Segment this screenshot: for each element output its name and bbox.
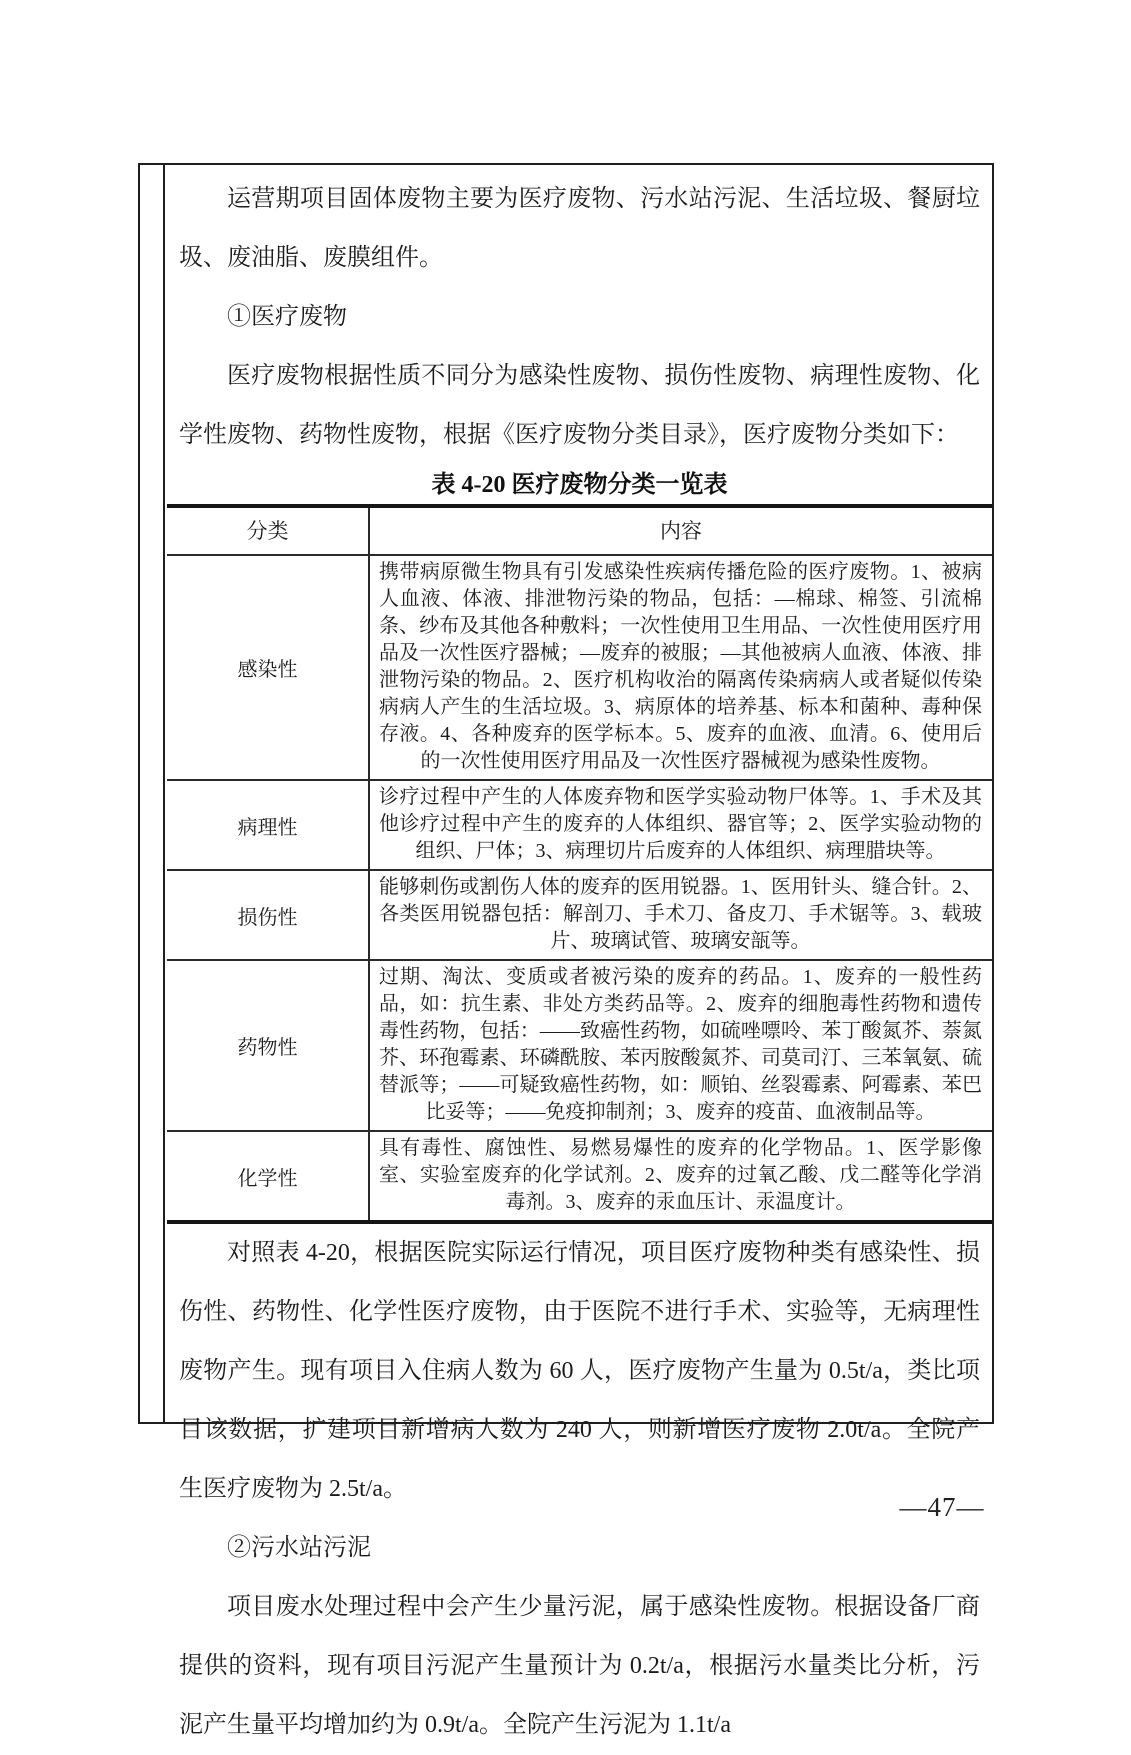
- header-content: 内容: [369, 506, 992, 555]
- table-4-20-title: 表 4-20 医疗废物分类一览表: [431, 472, 728, 498]
- paragraph-medical-waste-classification: 医疗废物根据性质不同分为感染性废物、损伤性废物、病理性废物、化学性废物、药物性废物，根据《医疗废物分类目录》，医疗废物分类如下：: [179, 363, 980, 448]
- paragraph-waste-quantity: 对照表 4-20，根据医院实际运行情况，项目医疗废物种类有感染性、损伤性、药物性、化学性医疗废物，由于医院不进行手术、实验等，无病理性废物产生。现有项目入住病人数为 60 人，医疗废物产生量为 0.5t/a，类比项目该数据，扩建项目新增病人数为 240 人，则新增医疗废物 2.0t/a。全院产生医疗废物为 2.5t/a。: [179, 1240, 980, 1502]
- content-injurious: 能够刺伤或割伤人体的废弃的医用锐器。1、医用针头、缝合针。2、各类医用锐器包括：解剖刀、手术刀、备皮刀、手术锯等。3、载玻片、玻璃试管、玻璃安瓿等。: [369, 870, 992, 960]
- category-infectious: 感染性: [167, 555, 369, 780]
- table-row: [167, 780, 992, 870]
- content-chemical: 具有毒性、腐蚀性、易燃易爆性的废弃的化学物品。1、医学影像室、实验室废弃的化学试剂。2、废弃的过氧乙酸、戊二醛等化学消毒剂。3、废弃的汞血压计、汞温度计。: [369, 1131, 992, 1222]
- category-injurious: 损伤性: [167, 870, 369, 960]
- table-row: [167, 555, 992, 780]
- header-category: 分类: [167, 506, 369, 555]
- table-row: [167, 1131, 992, 1222]
- table-medical-waste-classification: [167, 504, 992, 1224]
- category-pathological: 病理性: [167, 780, 369, 870]
- paragraph-operation-solid-waste: 运营期项目固体废物主要为医疗废物、污水站污泥、生活垃圾、餐厨垃圾、废油脂、废膜组件。: [179, 186, 980, 271]
- content-infectious: 携带病原微生物具有引发感染性疾病传播危险的医疗废物。1、被病人血液、体液、排泄物污染的物品，包括：—棉球、棉签、引流棉条、纱布及其他各种敷料；一次性使用卫生用品、一次性使用医疗用品及一次性医疗器械；—废弃的被服；—其他被病人血液、体液、排泄物污染的物品。2、医疗机构收治的隔离传染病病人或者疑似传染病病人产生的生活垃圾。3、病原体的培养基、标本和菌种、毒种保存液。4、各种废弃的医学标本。5、废弃的血液、血清。6、使用后的一次性使用医疗用品及一次性医疗器械视为感染性废物。: [379, 561, 982, 772]
- paragraph-sludge-quantity: 项目废水处理过程中会产生少量污泥，属于感染性废物。根据设备厂商提供的资料，现有项目污泥产生量预计为 0.2t/a，根据污水量类比分析，污泥产生量平均增加约为 0.9t/a。全院产生污泥为 1.1t/a: [179, 1594, 980, 1738]
- page-number: —47—: [899, 1492, 985, 1522]
- table-row: [167, 960, 992, 1131]
- content-pharmaceutical: 过期、淘汰、变质或者被污染的废弃的药品。1、废弃的一般性药品，如：抗生素、非处方类药品等。2、废弃的细胞毒性药物和遗传毒性药物，包括：——致癌性药物，如硫唑嘌呤、苯丁酸氮芥、萘氮芥、环孢霉素、环磷酰胺、苯丙胺酸氮芥、司莫司汀、三苯氧氨、硫替派等；——可疑致癌性药物，如：顺铂、丝裂霉素、阿霉素、苯巴比妥等；——免疫抑制剂；3、废弃的疫苗、血液制品等。: [369, 960, 992, 1131]
- heading-medical-waste: ①医疗废物: [227, 304, 347, 330]
- table-header-row: [167, 506, 992, 555]
- content-pathological: 诊疗过程中产生的人体废弃物和医学实验动物尸体等。1、手术及其他诊疗过程中产生的废弃的人体组织、器官等；2、医学实验动物的组织、尸体；3、病理切片后废弃的人体组织、病理腊块等。: [369, 780, 992, 870]
- heading-sewage-sludge: ②污水站污泥: [227, 1535, 371, 1561]
- table-row: [167, 870, 992, 960]
- category-pharmaceutical: 药物性: [167, 960, 369, 1131]
- category-chemical: 化学性: [167, 1131, 369, 1222]
- frame-left-column: [140, 165, 165, 1422]
